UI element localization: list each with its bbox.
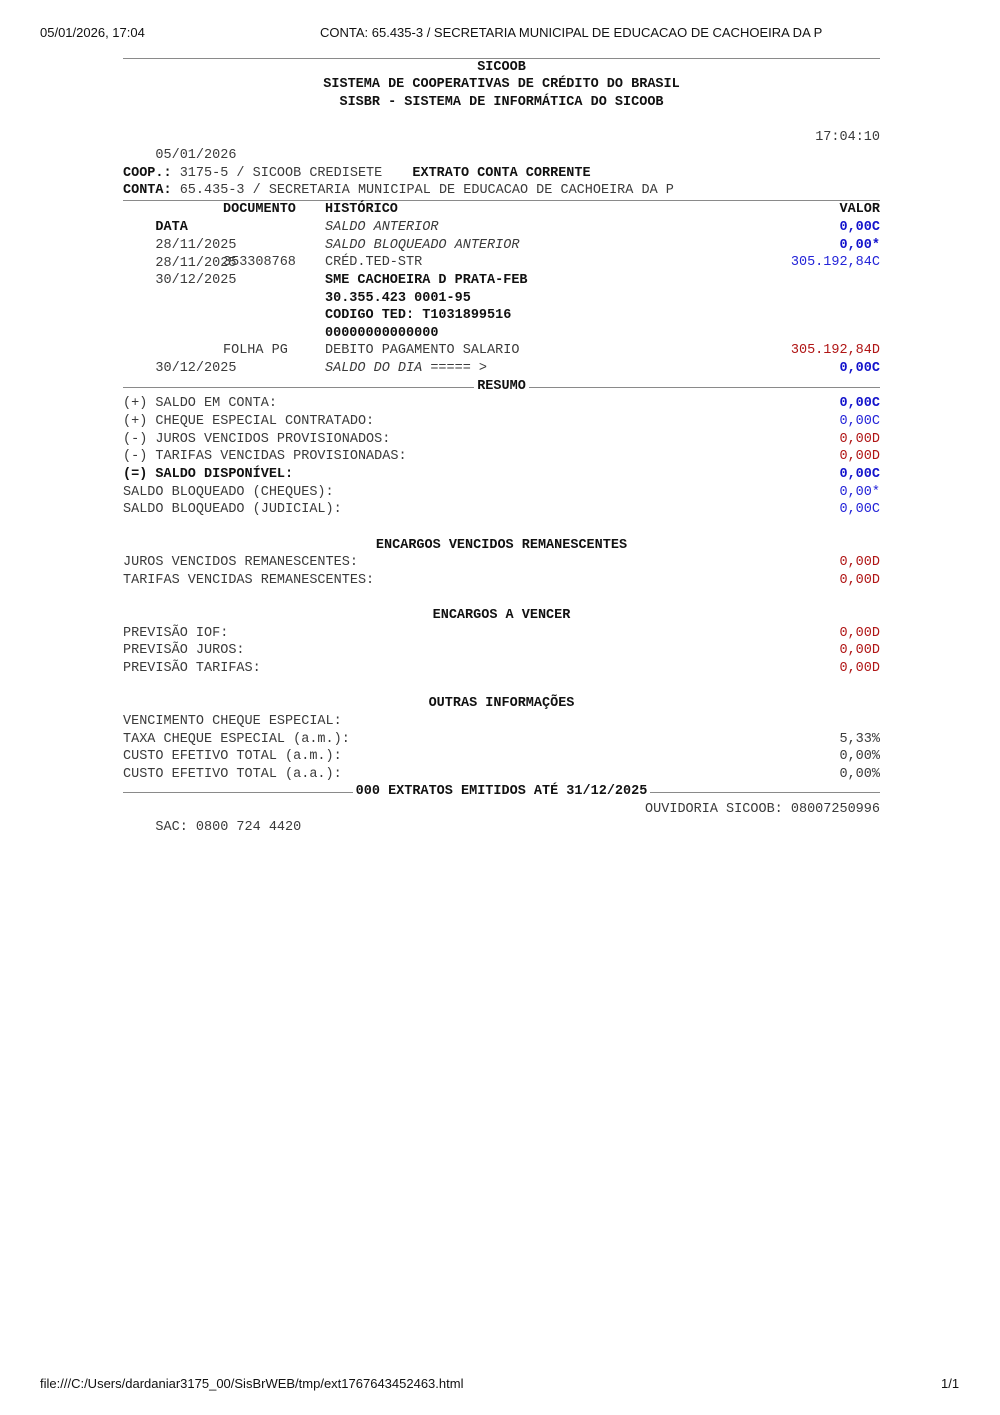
summary-row [123, 395, 880, 413]
row-history: SALDO BLOQUEADO ANTERIOR [325, 238, 520, 253]
summary-label: SALDO BLOQUEADO (CHEQUES): [123, 485, 334, 500]
table-row-day-balance [123, 360, 880, 378]
emitted-statements: 000 EXTRATOS EMITIDOS ATÉ 31/12/2025 [353, 783, 651, 801]
statement-time: 17:04:10 [815, 130, 880, 145]
resumo-title: RESUMO [474, 378, 529, 396]
row-history: DEBITO PAGAMENTO SALARIO [325, 343, 520, 358]
summary-label: SALDO BLOQUEADO (JUDICIAL): [123, 502, 342, 517]
info-row [123, 713, 880, 731]
summary-value: 0,00C [839, 467, 880, 482]
col-header-document: DOCUMENTO [223, 202, 296, 217]
summary-row [123, 431, 880, 449]
table-row-detail [123, 307, 880, 325]
account-info [123, 182, 880, 200]
summary-label: (-) JUROS VENCIDOS PROVISIONADOS: [123, 432, 391, 447]
row-value: 0,00C [839, 361, 880, 376]
summary-value: 0,00C [839, 396, 880, 411]
emitted-statements-divider [123, 783, 880, 801]
print-page-number: 1/1 [941, 1376, 960, 1391]
info-label: VENCIMENTO CHEQUE ESPECIAL: [123, 714, 342, 729]
info-row [123, 766, 880, 784]
row-history-detail: 30.355.423 0001-95 [325, 291, 471, 306]
statement-date: 05/01/2026 [155, 148, 237, 163]
info-value: 5,33% [839, 732, 880, 747]
charges-value: 0,00D [839, 573, 880, 588]
row-history-detail: CODIGO TED: T1031899516 [325, 308, 512, 323]
col-header-value: VALOR [839, 202, 880, 217]
info-row [123, 748, 880, 766]
summary-row [123, 484, 880, 502]
summary-value: 0,00* [839, 485, 880, 500]
row-history: SALDO DO DIA ===== > [325, 361, 488, 376]
summary-value: 0,00D [839, 432, 880, 447]
resumo-section-header [123, 378, 880, 396]
info-label: CUSTO EFETIVO TOTAL (a.a.): [123, 767, 342, 782]
account-value: 65.435-3 / SECRETARIA MUNICIPAL DE EDUCACAO DE CACHOEIRA DA P [171, 183, 674, 198]
info-label: CUSTO EFETIVO TOTAL (a.m.): [123, 749, 342, 764]
charges-label: JUROS VENCIDOS REMANESCENTES: [123, 555, 358, 570]
forecast-value: 0,00D [839, 661, 880, 676]
account-label: CONTA: [123, 183, 172, 198]
coop-label: COOP.: [123, 166, 172, 181]
coop-info [123, 165, 880, 183]
row-history: SALDO ANTERIOR [325, 220, 439, 235]
print-title: CONTA: 65.435-3 / SECRETARIA MUNICIPAL DE EDUCACAO DE CACHOEIRA DA P [320, 25, 823, 40]
summary-row [123, 448, 880, 466]
forecast-row [123, 660, 880, 678]
forecast-label: PREVISÃO IOF: [123, 626, 229, 641]
ouvidoria-phone: OUVIDORIA SICOOB: 08007250996 [645, 802, 880, 817]
row-date: 30/12/2025 [155, 361, 237, 376]
summary-label: (+) CHEQUE ESPECIAL CONTRATADO: [123, 414, 375, 429]
summary-label: (-) TARIFAS VENCIDAS PROVISIONADAS: [123, 449, 407, 464]
summary-label: (+) SALDO EM CONTA: [123, 396, 277, 411]
forecast-label: PREVISÃO JUROS: [123, 643, 245, 658]
statement-title: EXTRATO CONTA CORRENTE [412, 166, 591, 181]
info-value: 0,00% [839, 749, 880, 764]
table-row-detail [123, 290, 880, 308]
row-history-detail: SME CACHOEIRA D PRATA-FEB [325, 273, 528, 288]
row-history-detail: 00000000000000 [325, 326, 439, 341]
print-url: file:///C:/Users/dardaniar3175_00/SisBrWEB/tmp/ext1767643452463.html [40, 1376, 464, 1391]
row-history: CRÉD.TED-STR [325, 255, 423, 270]
forecast-row [123, 625, 880, 643]
summary-row [123, 466, 880, 484]
row-value: 305.192,84D [790, 343, 880, 358]
outras-informacoes-title: OUTRAS INFORMAÇÕES [428, 696, 575, 711]
row-date: 28/11/2025 [155, 238, 237, 253]
table-row-detail [123, 325, 880, 343]
summary-row [123, 501, 880, 519]
col-header-date: DATA [155, 220, 188, 235]
info-value: 0,00% [839, 767, 880, 782]
col-header-history: HISTÓRICO [325, 202, 398, 217]
row-date: 28/11/2025 [155, 256, 237, 271]
forecast-value: 0,00D [839, 643, 880, 658]
row-document: FOLHA PG [223, 343, 288, 358]
row-document: 353308768 [223, 255, 296, 270]
header-system-name: SISTEMA DE COOPERATIVAS DE CRÉDITO DO BRASIL [323, 77, 680, 92]
table-row-detail [123, 272, 880, 290]
charges-row [123, 572, 880, 590]
header-sisbr: SISBR - SISTEMA DE INFORMÁTICA DO SICOOB [339, 95, 664, 110]
print-datetime: 05/01/2026, 17:04 [40, 25, 145, 40]
row-value: 0,00* [839, 238, 880, 253]
coop-value: 3175-5 / SICOOB CREDISETE [171, 166, 383, 181]
charges-row [123, 554, 880, 572]
header-sicoob: SICOOB [477, 60, 526, 75]
summary-value: 0,00D [839, 449, 880, 464]
encargos-a-vencer-title: ENCARGOS A VENCER [432, 608, 571, 623]
forecast-label: PREVISÃO TARIFAS: [123, 661, 261, 676]
info-label: TAXA CHEQUE ESPECIAL (a.m.): [123, 732, 350, 747]
row-value: 305.192,84C [790, 255, 880, 270]
encargos-vencidos-title: ENCARGOS VENCIDOS REMANESCENTES [375, 538, 628, 553]
forecast-value: 0,00D [839, 626, 880, 641]
sac-phone: SAC: 0800 724 4420 [155, 820, 302, 835]
row-value: 0,00C [839, 220, 880, 235]
row-date: 30/12/2025 [155, 273, 237, 288]
charges-value: 0,00D [839, 555, 880, 570]
summary-row [123, 413, 880, 431]
info-row [123, 731, 880, 749]
summary-label: (=) SALDO DISPONÍVEL: [123, 467, 294, 482]
forecast-row [123, 642, 880, 660]
contacts-row [123, 801, 880, 835]
summary-value: 0,00C [839, 414, 880, 429]
summary-value: 0,00C [839, 502, 880, 517]
charges-label: TARIFAS VENCIDAS REMANESCENTES: [123, 573, 375, 588]
